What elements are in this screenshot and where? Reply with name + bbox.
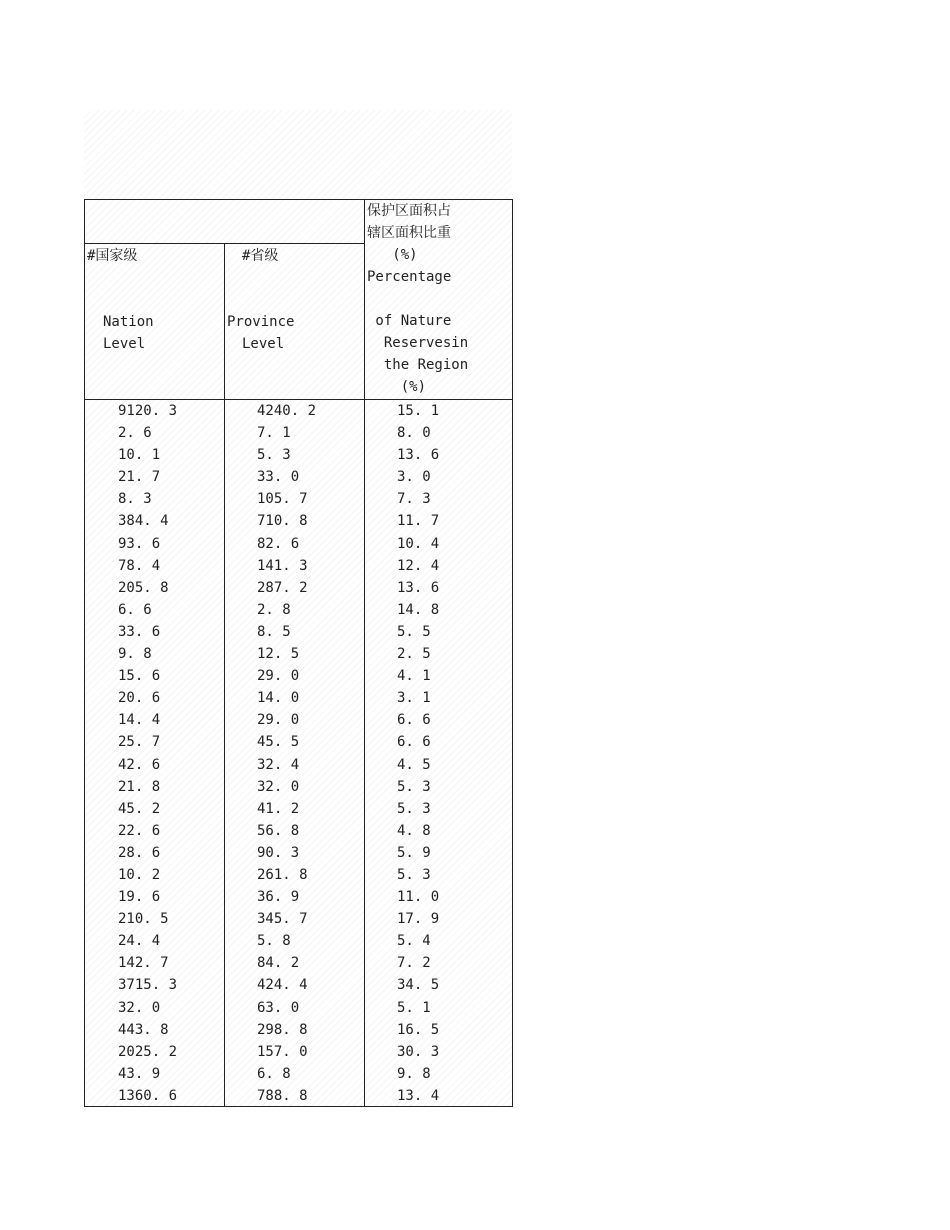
percentage-cell: 4. 8 [397,822,431,839]
nation-level-cell: 2. 6 [118,425,152,442]
percentage-cell: 5. 3 [397,778,431,795]
nation-level-cell: 6. 6 [118,601,152,618]
nation-level-cell: 8. 3 [118,491,152,508]
percentage-header-line: 辖区面积比重 [367,225,451,241]
province-level-cell: 424. 4 [257,977,308,994]
percentage-cell: 5. 3 [397,800,431,817]
percentage-cell: 5. 1 [397,999,431,1016]
percentage-header-line [367,288,507,310]
province-level-cell: 63. 0 [257,999,300,1016]
nation-level-cell: 142. 7 [118,955,169,972]
table-row [85,798,512,820]
nation-level-cell: 93. 6 [118,535,161,552]
province-level-header-en-line1: Province [227,314,295,330]
nation-level-cell: 14. 4 [118,712,161,729]
nation-level-cell: 22. 6 [118,822,161,839]
percentage-cell: 12. 4 [397,557,440,574]
province-level-cell: 105. 7 [257,491,308,508]
table-row [85,621,512,643]
nation-level-header-en-line1: Nation [103,314,154,330]
percentage-header-line: of Nature [367,313,452,329]
province-level-cell: 29. 0 [257,668,300,685]
nation-level-cell: 9. 8 [118,646,152,663]
nation-level-cell: 33. 6 [118,623,161,640]
province-level-cell: 8. 5 [257,623,291,640]
nation-level-cell: 42. 6 [118,756,161,773]
table-row [85,510,512,532]
province-level-cell: 141. 3 [257,557,308,574]
percentage-cell: 11. 7 [397,513,440,530]
percentage-cell: 13. 4 [397,1087,440,1104]
percentage-cell: 5. 4 [397,933,431,950]
percentage-cell: 3. 0 [397,469,431,486]
table-row [85,466,512,488]
table-row [85,400,512,422]
percentage-header-line: 保护区面积占 [367,203,451,219]
province-level-cell: 32. 4 [257,756,300,773]
nation-level-header-en-line2: Level [103,336,146,352]
province-level-cell: 90. 3 [257,844,300,861]
province-level-cell: 2. 8 [257,601,291,618]
percentage-cell: 3. 1 [397,690,431,707]
table-row [85,930,512,952]
sheet-top-band [84,110,512,200]
province-level-cell: 298. 8 [257,1021,308,1038]
table-row [85,709,512,731]
table-row [85,555,512,577]
table-row [85,1085,512,1107]
table-row [85,754,512,776]
province-level-cell: 12. 5 [257,646,300,663]
percentage-header-line: Reservesin [367,335,469,351]
province-level-header-zh: #省级 [242,248,279,264]
province-level-cell: 29. 0 [257,712,300,729]
percentage-cell: 7. 3 [397,491,431,508]
nation-level-cell: 21. 7 [118,469,161,486]
province-level-cell: 82. 6 [257,535,300,552]
nation-level-cell: 21. 8 [118,778,161,795]
nation-level-cell: 32. 0 [118,999,161,1016]
province-level-cell: 5. 3 [257,447,291,464]
percentage-cell: 30. 3 [397,1043,440,1060]
nation-level-cell: 25. 7 [118,734,161,751]
table-row [85,422,512,444]
percentage-cell: 14. 8 [397,601,440,618]
nation-level-cell: 384. 4 [118,513,169,530]
province-level-cell: 345. 7 [257,911,308,928]
nation-level-header-zh: #国家级 [87,248,138,264]
nation-level-cell: 43. 9 [118,1065,161,1082]
province-level-cell: 4240. 2 [257,403,317,419]
percentage-cell: 7. 2 [397,955,431,972]
percentage-cell: 16. 5 [397,1021,440,1038]
province-level-cell: 5. 8 [257,933,291,950]
percentage-cell: 4. 1 [397,668,431,685]
province-level-cell: 36. 9 [257,889,300,906]
nation-level-cell: 20. 6 [118,690,161,707]
table-row [85,599,512,621]
percentage-cell: 5. 5 [397,623,431,640]
province-level-cell: 7. 1 [257,425,291,442]
percentage-cell: 4. 5 [397,756,431,773]
province-level-cell: 261. 8 [257,866,308,883]
table-body [85,400,512,1107]
percentage-cell: 13. 6 [397,447,440,464]
table-row [85,776,512,798]
table-row [85,997,512,1019]
province-level-cell: 32. 0 [257,778,300,795]
percentage-header-line: (%) [367,379,427,395]
province-level-cell: 41. 2 [257,800,300,817]
table-row [85,444,512,466]
nation-level-cell: 443. 8 [118,1021,169,1038]
table-row [85,1063,512,1085]
table-row [85,842,512,864]
province-level-cell: 788. 8 [257,1087,308,1104]
nation-level-cell: 19. 6 [118,889,161,906]
table-row [85,1019,512,1041]
nation-level-cell: 1360. 6 [118,1087,178,1104]
nation-level-cell: 10. 2 [118,866,161,883]
table-row [85,1041,512,1063]
percentage-cell: 8. 0 [397,425,431,442]
province-level-cell: 287. 2 [257,579,308,596]
table-row [85,908,512,930]
province-level-cell: 33. 0 [257,469,300,486]
percentage-cell: 13. 6 [397,579,440,596]
percentage-cell: 6. 6 [397,712,431,729]
nation-level-cell: 210. 5 [118,911,169,928]
nation-level-cell: 24. 4 [118,933,161,950]
province-level-cell: 6. 8 [257,1065,291,1082]
nation-level-cell: 10. 1 [118,447,161,464]
nation-level-cell: 9120. 3 [118,403,178,419]
nation-level-cell: 3715. 3 [118,977,178,994]
percentage-cell: 17. 9 [397,911,440,928]
province-level-cell: 710. 8 [257,513,308,530]
percentage-header-line: the Region [367,357,469,373]
table-row [85,886,512,908]
percentage-header-line: (%) [367,247,418,263]
table-row [85,952,512,974]
nation-level-cell: 2025. 2 [118,1043,178,1060]
percentage-cell: 2. 5 [397,646,431,663]
table-row [85,731,512,753]
nation-level-cell: 28. 6 [118,844,161,861]
nation-level-cell: 45. 2 [118,800,161,817]
table-row [85,643,512,665]
table-row [85,533,512,555]
province-level-cell: 157. 0 [257,1043,308,1060]
province-level-cell: 14. 0 [257,690,300,707]
table-row [85,687,512,709]
table-row [85,488,512,510]
percentage-header-line: Percentage [367,269,452,285]
percentage-cell: 15. 1 [397,403,440,419]
percentage-header [367,200,507,398]
province-level-header-en-line2: Level [242,336,285,352]
percentage-cell: 6. 6 [397,734,431,751]
percentage-cell: 34. 5 [397,977,440,994]
table-row [85,820,512,842]
table-row [85,665,512,687]
percentage-cell: 5. 3 [397,866,431,883]
table-row [85,974,512,996]
percentage-cell: 9. 8 [397,1065,431,1082]
province-level-cell: 45. 5 [257,734,300,751]
percentage-cell: 11. 0 [397,889,440,906]
nation-level-cell: 78. 4 [118,557,161,574]
nature-reserves-table [84,199,513,1107]
province-level-cell: 56. 8 [257,822,300,839]
nation-level-cell: 15. 6 [118,668,161,685]
nation-level-cell: 205. 8 [118,579,169,596]
province-level-cell: 84. 2 [257,955,300,972]
percentage-cell: 5. 9 [397,844,431,861]
table-row [85,577,512,599]
table-row [85,864,512,886]
percentage-cell: 10. 4 [397,535,440,552]
